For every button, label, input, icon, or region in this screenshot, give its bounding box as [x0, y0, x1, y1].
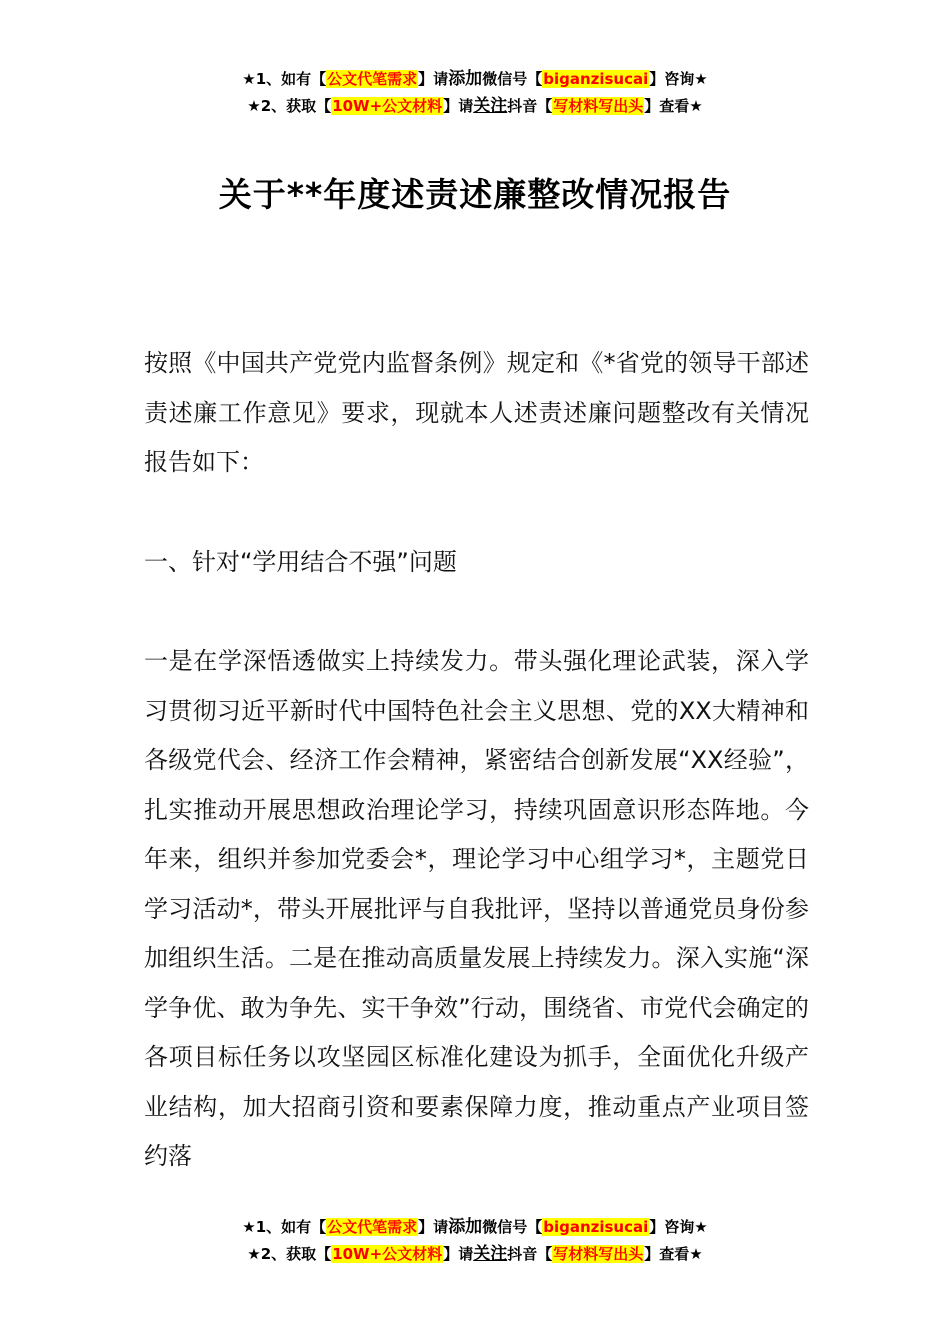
- banner-emphasis: 关注: [473, 1244, 508, 1264]
- banner-text: 】请: [443, 97, 474, 115]
- banner-emphasis: 关注: [473, 96, 508, 116]
- section-body-paragraph: 一是在学深悟透做实上持续发力。带头强化理论武装，深入学习贯彻习近平新时代中国特色社会主义思想、党的XX大精神和各级党代会、经济工作会精神，紧密结合创新发展“XX经验”，扎实推动开展思想政治理论学习，持续巩固意识形态阵地。今年来，组织并参加党委会*，理论学习中心组学习*，主题党日学习活动*，带头开展批评与自我批评，坚持以普通党员身份参加组织生活。二是在推动高质量发展上持续发力。深入实施“深学争优、敢为争先、实干争效”行动，围绕省、市党代会确定的各项目标任务以攻坚园区标准化建设为抓手，全面优化升级产业结构，加大招商引资和要素保障力度，推动重点产业项目签约落: [144, 647, 809, 1170]
- banner-highlight: 10W+公文材料: [332, 1245, 443, 1263]
- section-heading: 一、针对“学用结合不强”问题: [144, 548, 457, 576]
- footer-banner: [0, 1214, 950, 1268]
- banner-text: ★2、获取【: [247, 97, 332, 115]
- banner-text: ★1、如有【: [242, 70, 327, 88]
- banner-text: ★1、如有【: [242, 1218, 327, 1236]
- banner-line-1: [0, 66, 950, 93]
- banner-line-1: [0, 1214, 950, 1241]
- banner-emphasis: 添加: [448, 1217, 483, 1237]
- banner-text: ★2、获取【: [247, 1245, 332, 1263]
- banner-wechat-id: biganzisucai: [543, 1218, 649, 1236]
- banner-text: 】咨询★: [649, 1218, 708, 1236]
- banner-text: 】查看★: [644, 1245, 703, 1263]
- banner-text: 微信号【: [482, 70, 543, 88]
- document-title: 关于**年度述责述廉整改情况报告: [218, 175, 732, 215]
- banner-highlight: 10W+公文材料: [332, 97, 443, 115]
- banner-highlight: 公文代笔需求: [327, 70, 418, 88]
- banner-emphasis: 添加: [448, 69, 483, 89]
- header-banner: [0, 66, 950, 120]
- banner-text: 抖音【: [507, 1245, 553, 1263]
- banner-highlight: 公文代笔需求: [327, 1218, 418, 1236]
- banner-text: 】咨询★: [649, 70, 708, 88]
- intro-paragraph: 按照《中国共产党党内监督条例》规定和《*省党的领导干部述责述廉工作意见》要求，现就本人述责述廉问题整改有关情况报告如下：: [144, 349, 809, 476]
- banner-text: 微信号【: [482, 1218, 543, 1236]
- banner-highlight: 写材料写出头: [553, 1245, 644, 1263]
- banner-text: 抖音【: [507, 97, 553, 115]
- banner-line-2: [0, 93, 950, 120]
- banner-text: 】请: [418, 1218, 449, 1236]
- banner-wechat-id: biganzisucai: [543, 70, 649, 88]
- banner-text: 】请: [418, 70, 449, 88]
- banner-highlight: 写材料写出头: [553, 97, 644, 115]
- banner-line-2: [0, 1241, 950, 1268]
- banner-text: 】查看★: [644, 97, 703, 115]
- banner-text: 】请: [443, 1245, 474, 1263]
